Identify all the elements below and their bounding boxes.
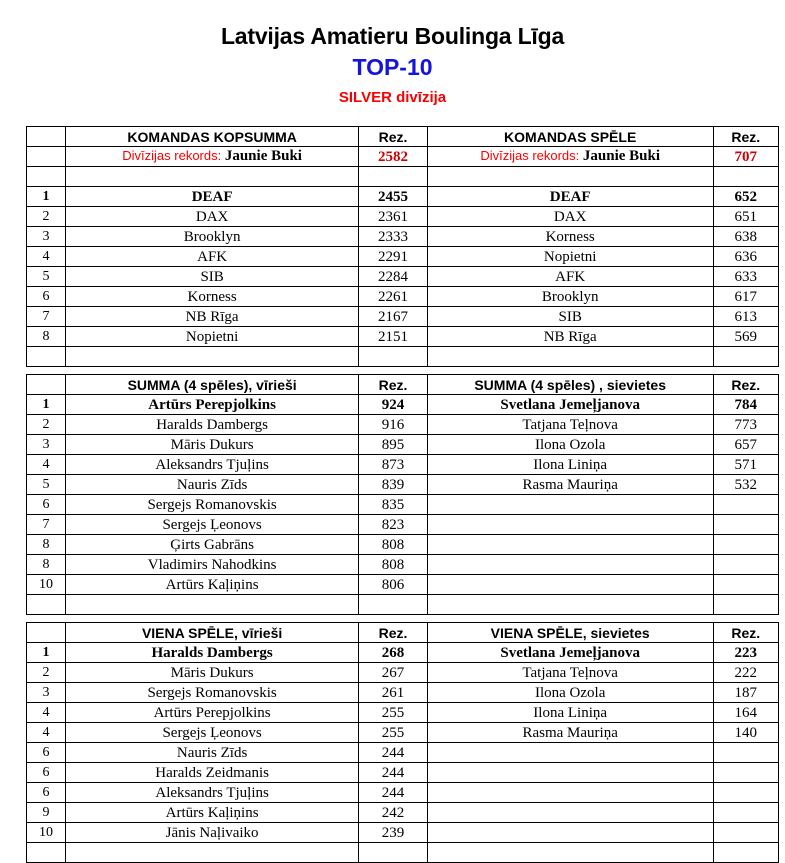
- row-right-name: [427, 515, 713, 535]
- table-row: [27, 515, 779, 535]
- row-right-name: [427, 575, 713, 595]
- page-title: Latvijas Amatieru Boulinga Līga: [220, 23, 565, 49]
- block-spacer: [27, 367, 779, 375]
- record-left: [66, 147, 359, 167]
- row-right-name: [427, 495, 713, 515]
- row-right-value: [713, 575, 778, 595]
- row-rank: 7: [27, 307, 66, 327]
- header-right-title-viena-spele: VIENA SPĒLE, sievietes: [427, 623, 713, 643]
- table-header-row: [27, 623, 779, 643]
- row-right-value: 633: [713, 267, 778, 287]
- blank-rank-cell: [27, 843, 66, 863]
- row-rank: 6: [27, 495, 66, 515]
- blank-left-value: [359, 843, 428, 863]
- header-left-title-summa: SUMMA (4 spēles), vīrieši: [66, 375, 359, 395]
- row-left-value: 255: [359, 703, 428, 723]
- row-left-value: 239: [359, 823, 428, 843]
- table-row: [27, 227, 779, 247]
- blank-left-name: [66, 843, 359, 863]
- row-left-value: 823: [359, 515, 428, 535]
- row-rank: 6: [27, 783, 66, 803]
- row-right-name: Svetlana Jemeļjanova: [427, 643, 713, 663]
- row-left-name: Artūrs Perepjolkins: [66, 703, 359, 723]
- record-label-right: Divīzijas rekords:: [480, 148, 583, 163]
- row-left-value: 873: [359, 455, 428, 475]
- row-right-name: Rasma Mauriņa: [427, 475, 713, 495]
- row-left-name: Brooklyn: [66, 227, 359, 247]
- table-row: [27, 287, 779, 307]
- row-left-name: Nauris Zīds: [66, 743, 359, 763]
- row-left-name: Sergejs Ļeonovs: [66, 515, 359, 535]
- table-row: [27, 247, 779, 267]
- blank-right-name: [427, 843, 713, 863]
- results-table-wrapper: [26, 126, 779, 863]
- row-right-value: 164: [713, 703, 778, 723]
- row-left-value: 244: [359, 763, 428, 783]
- table-row: [27, 455, 779, 475]
- row-right-name: Tatjana Teļnova: [427, 663, 713, 683]
- row-right-value: 651: [713, 207, 778, 227]
- record-right: [427, 147, 713, 167]
- row-rank: 9: [27, 803, 66, 823]
- row-rank: 2: [27, 415, 66, 435]
- row-right-name: [427, 555, 713, 575]
- record-holder-left: Jaunie Buki: [224, 148, 302, 164]
- header-rank-cell: [27, 127, 66, 147]
- row-right-name: [427, 823, 713, 843]
- results-table: [26, 126, 779, 863]
- blank-right-name: [427, 347, 713, 367]
- blank-rank-cell: [27, 167, 66, 187]
- row-left-value: 261: [359, 683, 428, 703]
- row-left-name: Aleksandrs Tjuļins: [66, 455, 359, 475]
- row-rank: 4: [27, 723, 66, 743]
- header-right-rez-summa: Rez.: [713, 375, 778, 395]
- row-rank: 5: [27, 475, 66, 495]
- blank-row: [27, 167, 779, 187]
- row-rank: 2: [27, 663, 66, 683]
- table-row: [27, 535, 779, 555]
- row-right-value: 657: [713, 435, 778, 455]
- table-row: [27, 683, 779, 703]
- row-right-value: 571: [713, 455, 778, 475]
- row-left-name: Nauris Zīds: [66, 475, 359, 495]
- row-left-name: Haralds Zeidmanis: [66, 763, 359, 783]
- blank-left-value: [359, 167, 428, 187]
- row-rank: 4: [27, 247, 66, 267]
- row-rank: 7: [27, 515, 66, 535]
- row-right-value: 784: [713, 395, 778, 415]
- row-right-value: 773: [713, 415, 778, 435]
- row-right-value: [713, 555, 778, 575]
- row-right-value: [713, 515, 778, 535]
- table-row: [27, 803, 779, 823]
- header-left-rez-summa: Rez.: [359, 375, 428, 395]
- row-left-name: Māris Dukurs: [66, 663, 359, 683]
- row-rank: 3: [27, 683, 66, 703]
- row-right-name: [427, 743, 713, 763]
- blank-row: [27, 843, 779, 863]
- table-header-row: [27, 127, 779, 147]
- row-left-value: 2291: [359, 247, 428, 267]
- row-left-value: 835: [359, 495, 428, 515]
- row-right-value: [713, 743, 778, 763]
- table-row: [27, 723, 779, 743]
- row-left-name: Aleksandrs Tjuļins: [66, 783, 359, 803]
- row-right-value: [713, 823, 778, 843]
- row-rank: 3: [27, 227, 66, 247]
- row-left-value: 268: [359, 643, 428, 663]
- table-row: [27, 763, 779, 783]
- row-right-name: [427, 535, 713, 555]
- row-right-value: 638: [713, 227, 778, 247]
- row-right-value: [713, 783, 778, 803]
- header-right-title-teams: KOMANDAS SPĒLE: [427, 127, 713, 147]
- header-left-title-viena-spele: VIENA SPĒLE, vīrieši: [66, 623, 359, 643]
- row-right-name: [427, 763, 713, 783]
- row-left-name: Nopietni: [66, 327, 359, 347]
- row-left-value: 267: [359, 663, 428, 683]
- row-right-value: 636: [713, 247, 778, 267]
- row-right-value: [713, 495, 778, 515]
- table-row: [27, 207, 779, 227]
- row-right-name: AFK: [427, 267, 713, 287]
- row-left-name: SIB: [66, 267, 359, 287]
- row-rank: 5: [27, 267, 66, 287]
- row-right-value: [713, 763, 778, 783]
- row-left-name: Vladimirs Nahodkins: [66, 555, 359, 575]
- blank-row: [27, 595, 779, 615]
- row-right-name: Rasma Mauriņa: [427, 723, 713, 743]
- row-left-value: 2361: [359, 207, 428, 227]
- table-row: [27, 643, 779, 663]
- record-value-right: 707: [713, 147, 778, 167]
- row-rank: 1: [27, 643, 66, 663]
- header-right-title-summa: SUMMA (4 spēles) , sievietes: [427, 375, 713, 395]
- row-left-name: DEAF: [66, 187, 359, 207]
- table-row: [27, 495, 779, 515]
- row-right-name: [427, 803, 713, 823]
- blank-right-value: [713, 595, 778, 615]
- row-left-name: Korness: [66, 287, 359, 307]
- row-right-name: Svetlana Jemeļjanova: [427, 395, 713, 415]
- row-rank: 10: [27, 575, 66, 595]
- table-row: [27, 395, 779, 415]
- row-right-name: Ilona Liniņa: [427, 455, 713, 475]
- row-left-name: NB Rīga: [66, 307, 359, 327]
- results-table-body: [27, 127, 779, 863]
- row-rank: 8: [27, 555, 66, 575]
- table-row: [27, 267, 779, 287]
- blank-left-value: [359, 595, 428, 615]
- row-left-value: 2261: [359, 287, 428, 307]
- row-right-value: 222: [713, 663, 778, 683]
- table-row: [27, 783, 779, 803]
- row-left-value: 2333: [359, 227, 428, 247]
- row-rank: 8: [27, 535, 66, 555]
- record-label-left: Divīzijas rekords:: [122, 148, 225, 163]
- blank-left-name: [66, 347, 359, 367]
- table-row: [27, 187, 779, 207]
- row-right-name: Nopietni: [427, 247, 713, 267]
- row-right-value: 613: [713, 307, 778, 327]
- header-right-rez-viena-spele: Rez.: [713, 623, 778, 643]
- blank-rank-cell: [27, 595, 66, 615]
- blank-right-value: [713, 843, 778, 863]
- row-left-name: Māris Dukurs: [66, 435, 359, 455]
- row-left-value: 244: [359, 783, 428, 803]
- blank-right-value: [713, 347, 778, 367]
- blank-left-name: [66, 595, 359, 615]
- header-left-rez-teams: Rez.: [359, 127, 428, 147]
- row-left-name: Artūrs Perepjolkins: [66, 395, 359, 415]
- row-left-value: 244: [359, 743, 428, 763]
- row-right-value: 652: [713, 187, 778, 207]
- blank-left-value: [359, 347, 428, 367]
- row-left-name: Sergejs Romanovskis: [66, 683, 359, 703]
- row-rank: 6: [27, 743, 66, 763]
- row-right-value: 187: [713, 683, 778, 703]
- row-rank: 8: [27, 327, 66, 347]
- row-left-name: Artūrs Kaļiņins: [66, 575, 359, 595]
- row-left-value: 2284: [359, 267, 428, 287]
- row-left-value: 808: [359, 535, 428, 555]
- row-left-name: DAX: [66, 207, 359, 227]
- row-left-value: 895: [359, 435, 428, 455]
- row-right-value: [713, 535, 778, 555]
- row-left-name: Jānis Naļivaiko: [66, 823, 359, 843]
- page-subtitle: TOP-10: [352, 54, 433, 80]
- row-left-name: Sergejs Romanovskis: [66, 495, 359, 515]
- table-row: [27, 307, 779, 327]
- record-holder-right: Jaunie Buki: [582, 148, 661, 164]
- row-rank: 1: [27, 187, 66, 207]
- record-value-left: 2582: [359, 147, 428, 167]
- row-left-name: Haralds Dambergs: [66, 643, 359, 663]
- row-rank: 1: [27, 395, 66, 415]
- row-left-value: 916: [359, 415, 428, 435]
- table-row: [27, 475, 779, 495]
- table-row: [27, 663, 779, 683]
- table-header-row: [27, 375, 779, 395]
- row-right-value: 569: [713, 327, 778, 347]
- row-right-value: [713, 803, 778, 823]
- table-row: [27, 823, 779, 843]
- row-right-name: Ilona Ozola: [427, 683, 713, 703]
- row-left-value: 242: [359, 803, 428, 823]
- table-row: [27, 435, 779, 455]
- table-row: [27, 703, 779, 723]
- blank-right-name: [427, 167, 713, 187]
- division-label: SILVER divīzija: [338, 89, 447, 106]
- table-row: [27, 415, 779, 435]
- row-right-name: Ilona Liniņa: [427, 703, 713, 723]
- blank-right-name: [427, 595, 713, 615]
- table-row: [27, 327, 779, 347]
- row-right-value: 617: [713, 287, 778, 307]
- row-rank: 3: [27, 435, 66, 455]
- row-rank: 6: [27, 763, 66, 783]
- table-row: [27, 743, 779, 763]
- row-left-value: 806: [359, 575, 428, 595]
- row-right-name: Ilona Ozola: [427, 435, 713, 455]
- blank-right-value: [713, 167, 778, 187]
- row-rank: 2: [27, 207, 66, 227]
- header-rank-cell: [27, 623, 66, 643]
- row-left-name: Artūrs Kaļiņins: [66, 803, 359, 823]
- table-row: [27, 555, 779, 575]
- row-right-name: DEAF: [427, 187, 713, 207]
- row-right-value: 223: [713, 643, 778, 663]
- row-rank: 4: [27, 455, 66, 475]
- row-left-value: 2151: [359, 327, 428, 347]
- row-rank: 6: [27, 287, 66, 307]
- blank-row: [27, 347, 779, 367]
- row-rank: 10: [27, 823, 66, 843]
- row-left-name: Haralds Dambergs: [66, 415, 359, 435]
- block-spacer-cell: [27, 615, 779, 623]
- row-left-value: 255: [359, 723, 428, 743]
- row-right-name: DAX: [427, 207, 713, 227]
- header-left-rez-viena-spele: Rez.: [359, 623, 428, 643]
- row-right-value: 140: [713, 723, 778, 743]
- block-spacer: [27, 615, 779, 623]
- row-rank: 4: [27, 703, 66, 723]
- row-left-value: 924: [359, 395, 428, 415]
- header-rank-cell: [27, 375, 66, 395]
- record-rank-cell: [27, 147, 66, 167]
- title-block: [0, 0, 785, 108]
- row-left-value: 808: [359, 555, 428, 575]
- row-right-name: SIB: [427, 307, 713, 327]
- row-left-value: 2455: [359, 187, 428, 207]
- row-left-value: 2167: [359, 307, 428, 327]
- row-right-name: Brooklyn: [427, 287, 713, 307]
- table-row: [27, 575, 779, 595]
- row-left-name: Ģirts Gabrāns: [66, 535, 359, 555]
- blank-rank-cell: [27, 347, 66, 367]
- block-spacer-cell: [27, 367, 779, 375]
- blank-left-name: [66, 167, 359, 187]
- division-record-row: [27, 147, 779, 167]
- row-left-name: AFK: [66, 247, 359, 267]
- row-right-name: NB Rīga: [427, 327, 713, 347]
- row-left-value: 839: [359, 475, 428, 495]
- header-left-title-teams: KOMANDAS KOPSUMMA: [66, 127, 359, 147]
- row-right-name: [427, 783, 713, 803]
- row-right-name: Korness: [427, 227, 713, 247]
- row-right-name: Tatjana Teļnova: [427, 415, 713, 435]
- row-left-name: Sergejs Ļeonovs: [66, 723, 359, 743]
- row-right-value: 532: [713, 475, 778, 495]
- header-right-rez-teams: Rez.: [713, 127, 778, 147]
